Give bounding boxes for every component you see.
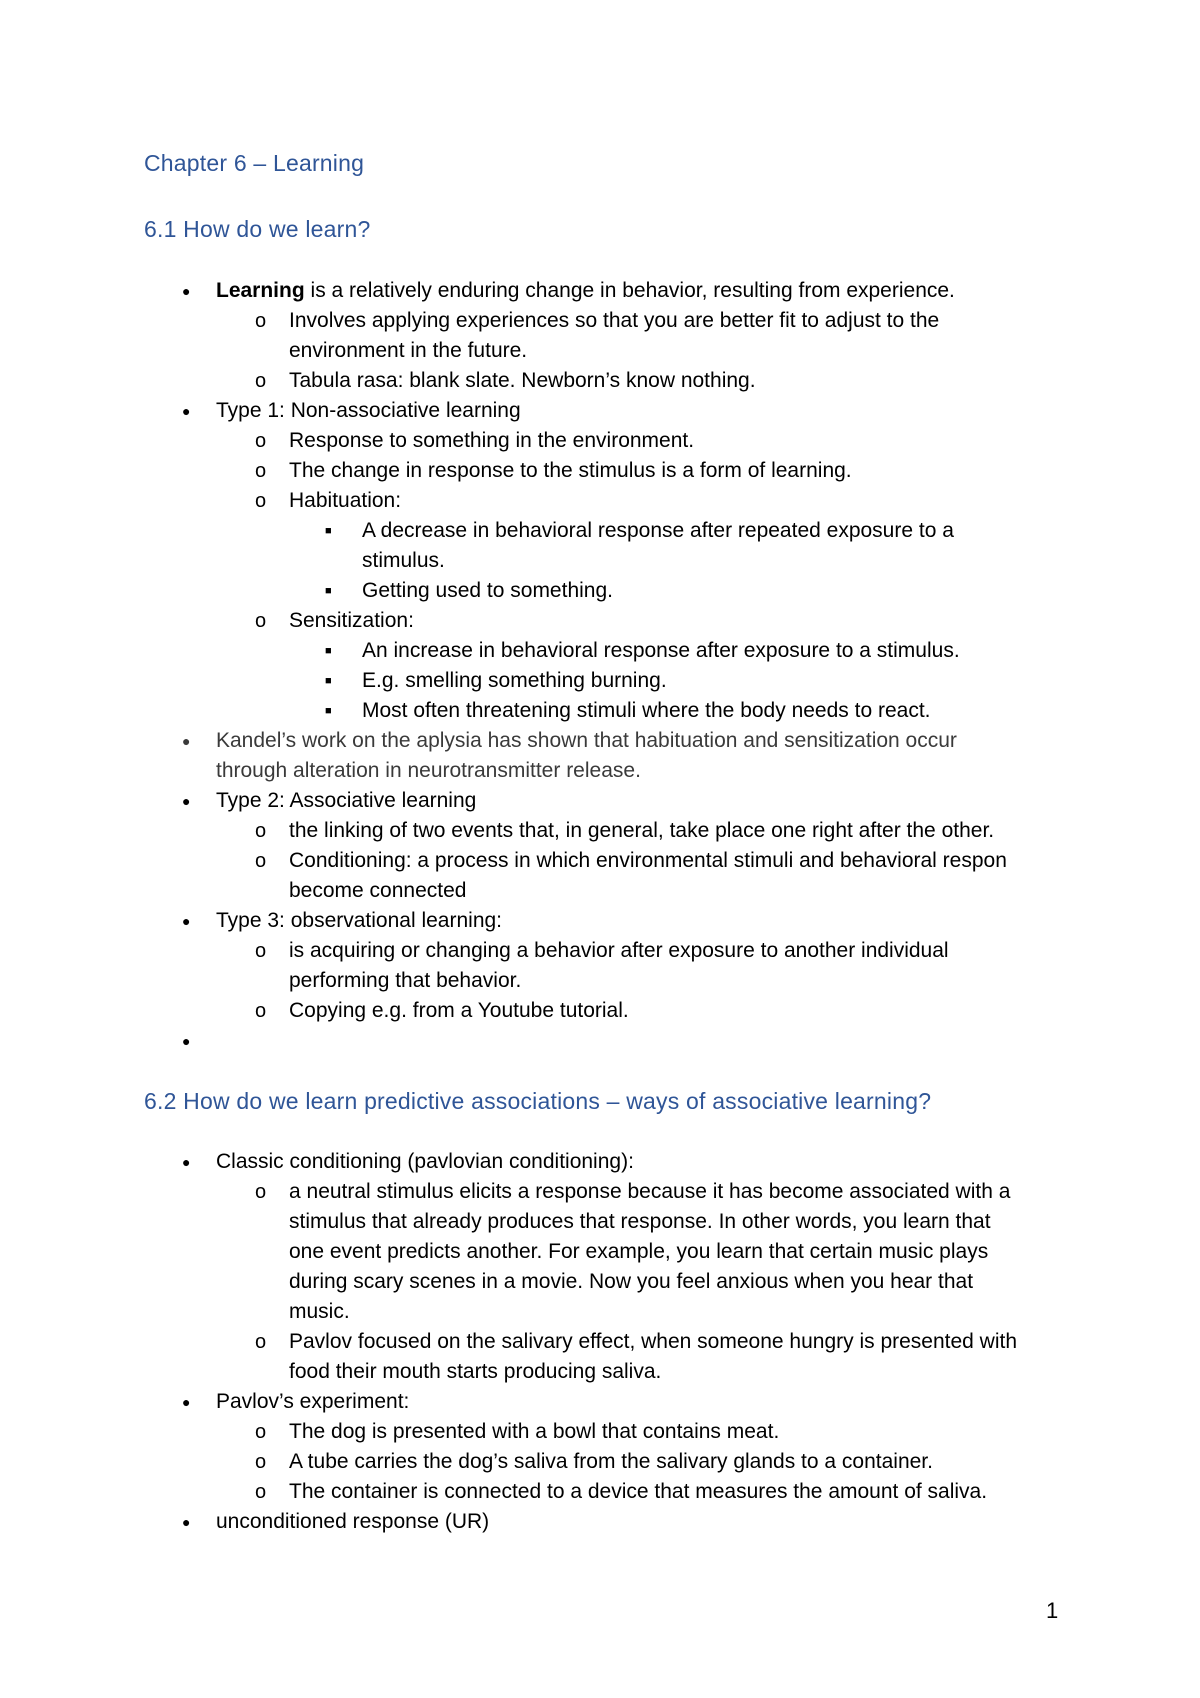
section-6-1-list: [0, 276, 1200, 1056]
term-learning: Learning: [216, 279, 305, 302]
list-text: Tabula rasa: blank slate. Newborn’s know nothing.: [289, 369, 756, 392]
circle-bullet-icon: o: [255, 460, 267, 482]
list-text: Habituation:: [289, 489, 402, 512]
list-item: [0, 486, 1200, 516]
circle-bullet-icon: o: [255, 1481, 267, 1503]
list-item-continued: [0, 1267, 1200, 1297]
square-bullet-icon: ■: [325, 705, 332, 717]
list-text: is acquiring or changing a behavior after exposure to another individual: [289, 939, 949, 962]
list-item: [0, 1147, 1200, 1177]
list-text: Pavlov’s experiment:: [216, 1390, 410, 1413]
bullet-icon: ●: [182, 283, 191, 299]
list-text: The container is connected to a device that measures the amount of saliva.: [289, 1480, 988, 1503]
list-item: [0, 936, 1200, 966]
list-text: Involves applying experiences so that you are better fit to adjust to the: [289, 309, 940, 332]
list-text: Classic conditioning (pavlovian conditioning):: [216, 1150, 634, 1173]
list-text: Type 1: Non-associative learning: [216, 399, 521, 422]
list-item: [0, 516, 1200, 546]
list-item: [0, 1447, 1200, 1477]
list-text: stimulus.: [362, 549, 445, 572]
list-text: unconditioned response (UR): [216, 1510, 490, 1533]
list-text: An increase in behavioral response after exposure to a stimulus.: [362, 639, 960, 662]
list-text: through alteration in neurotransmitter release.: [216, 759, 641, 782]
list-item: [0, 366, 1200, 396]
list-text: E.g. smelling something burning.: [362, 669, 667, 692]
bullet-icon: ●: [182, 913, 191, 929]
list-item: [0, 396, 1200, 426]
list-text: one event predicts another. For example, you learn that certain music plays: [289, 1240, 989, 1263]
square-bullet-icon: ■: [325, 645, 332, 657]
bullet-icon: ●: [182, 403, 191, 419]
list-item-continued: [0, 966, 1200, 996]
section-6-2-list: [0, 1147, 1200, 1537]
list-item: [0, 1387, 1200, 1417]
list-text: A decrease in behavioral response after repeated exposure to a: [362, 519, 954, 542]
circle-bullet-icon: o: [255, 430, 267, 452]
list-text: performing that behavior.: [289, 969, 522, 992]
list-text: become connected: [289, 879, 467, 902]
list-text: environment in the future.: [289, 339, 528, 362]
list-item: [0, 666, 1200, 696]
list-text: a neutral stimulus elicits a response because it has become associated with a: [289, 1180, 1011, 1203]
learning-definition: is a relatively enduring change in behavior, resulting from experience.: [304, 279, 955, 302]
section-heading-6-2: 6.2 How do we learn predictive associations – ways of associative learning?: [144, 1088, 932, 1114]
list-item-continued: [0, 1297, 1200, 1327]
bullet-icon: ●: [182, 1154, 191, 1170]
list-item-continued: [0, 1207, 1200, 1237]
list-item-empty: [0, 1026, 1200, 1056]
list-text: Pavlov focused on the salivary effect, when someone hungry is presented with: [289, 1330, 1018, 1353]
list-item: [0, 1507, 1200, 1537]
bullet-icon: ●: [182, 1033, 191, 1049]
square-bullet-icon: ■: [325, 675, 332, 687]
list-item: [0, 276, 1200, 306]
list-text: The dog is presented with a bowl that contains meat.: [289, 1420, 780, 1443]
circle-bullet-icon: o: [255, 1181, 267, 1203]
circle-bullet-icon: o: [255, 370, 267, 392]
circle-bullet-icon: o: [255, 1331, 267, 1353]
section-heading-6-1: 6.1 How do we learn?: [144, 216, 371, 242]
list-text: The change in response to the stimulus is a form of learning.: [289, 459, 852, 482]
list-item: [0, 786, 1200, 816]
chapter-title: Chapter 6 – Learning: [144, 150, 365, 176]
bullet-icon: ●: [182, 1514, 191, 1530]
list-text: Copying e.g. from a Youtube tutorial.: [289, 999, 629, 1022]
circle-bullet-icon: o: [255, 610, 267, 632]
circle-bullet-icon: o: [255, 1421, 267, 1443]
list-item: [0, 696, 1200, 726]
list-item: [0, 456, 1200, 486]
list-item: [0, 576, 1200, 606]
list-text: stimulus that already produces that response. In other words, you learn that: [289, 1210, 991, 1233]
list-item: [0, 606, 1200, 636]
bullet-icon: ●: [182, 733, 191, 749]
list-item: [0, 306, 1200, 336]
list-item-continued: [0, 1237, 1200, 1267]
list-item: [0, 1177, 1200, 1207]
list-text: Conditioning: a process in which environmental stimuli and behavioral respon: [289, 849, 1007, 872]
bullet-icon: ●: [182, 1394, 191, 1410]
list-text: food their mouth starts producing saliva.: [289, 1360, 662, 1383]
list-item-continued: [0, 1357, 1200, 1387]
list-item: [0, 636, 1200, 666]
list-text: Response to something in the environment.: [289, 429, 695, 452]
circle-bullet-icon: o: [255, 850, 267, 872]
list-text: the linking of two events that, in general, take place one right after the other.: [289, 819, 995, 842]
list-text: A tube carries the dog’s saliva from the salivary glands to a container.: [289, 1450, 933, 1473]
list-item-continued: [0, 876, 1200, 906]
list-text: Type 3: observational learning:: [216, 909, 503, 932]
list-item-continued: [0, 336, 1200, 366]
list-item: [0, 426, 1200, 456]
circle-bullet-icon: o: [255, 310, 267, 332]
list-text: Sensitization:: [289, 609, 414, 632]
list-item: [0, 846, 1200, 876]
list-item: [0, 816, 1200, 846]
list-item-continued: [0, 756, 1200, 786]
list-text: Type 2: Associative learning: [216, 789, 477, 812]
list-item: [0, 1477, 1200, 1507]
circle-bullet-icon: o: [255, 820, 267, 842]
list-item: [0, 726, 1200, 756]
square-bullet-icon: ■: [325, 585, 332, 597]
square-bullet-icon: ■: [325, 525, 332, 537]
bullet-icon: ●: [182, 793, 191, 809]
list-item-continued: [0, 546, 1200, 576]
list-text: Most often threatening stimuli where the body needs to react.: [362, 699, 931, 722]
circle-bullet-icon: o: [255, 1000, 267, 1022]
circle-bullet-icon: o: [255, 490, 267, 512]
list-item: [0, 1417, 1200, 1447]
list-text: Getting used to something.: [362, 579, 613, 602]
list-item: [0, 906, 1200, 936]
list-item: [0, 996, 1200, 1026]
list-item: [0, 1327, 1200, 1357]
list-text: music.: [289, 1300, 350, 1323]
circle-bullet-icon: o: [255, 940, 267, 962]
list-text: during scary scenes in a movie. Now you feel anxious when you hear that: [289, 1270, 974, 1293]
page-number: 1: [1046, 1598, 1059, 1623]
circle-bullet-icon: o: [255, 1451, 267, 1473]
list-text: Kandel’s work on the aplysia has shown that habituation and sensitization occur: [216, 729, 957, 752]
